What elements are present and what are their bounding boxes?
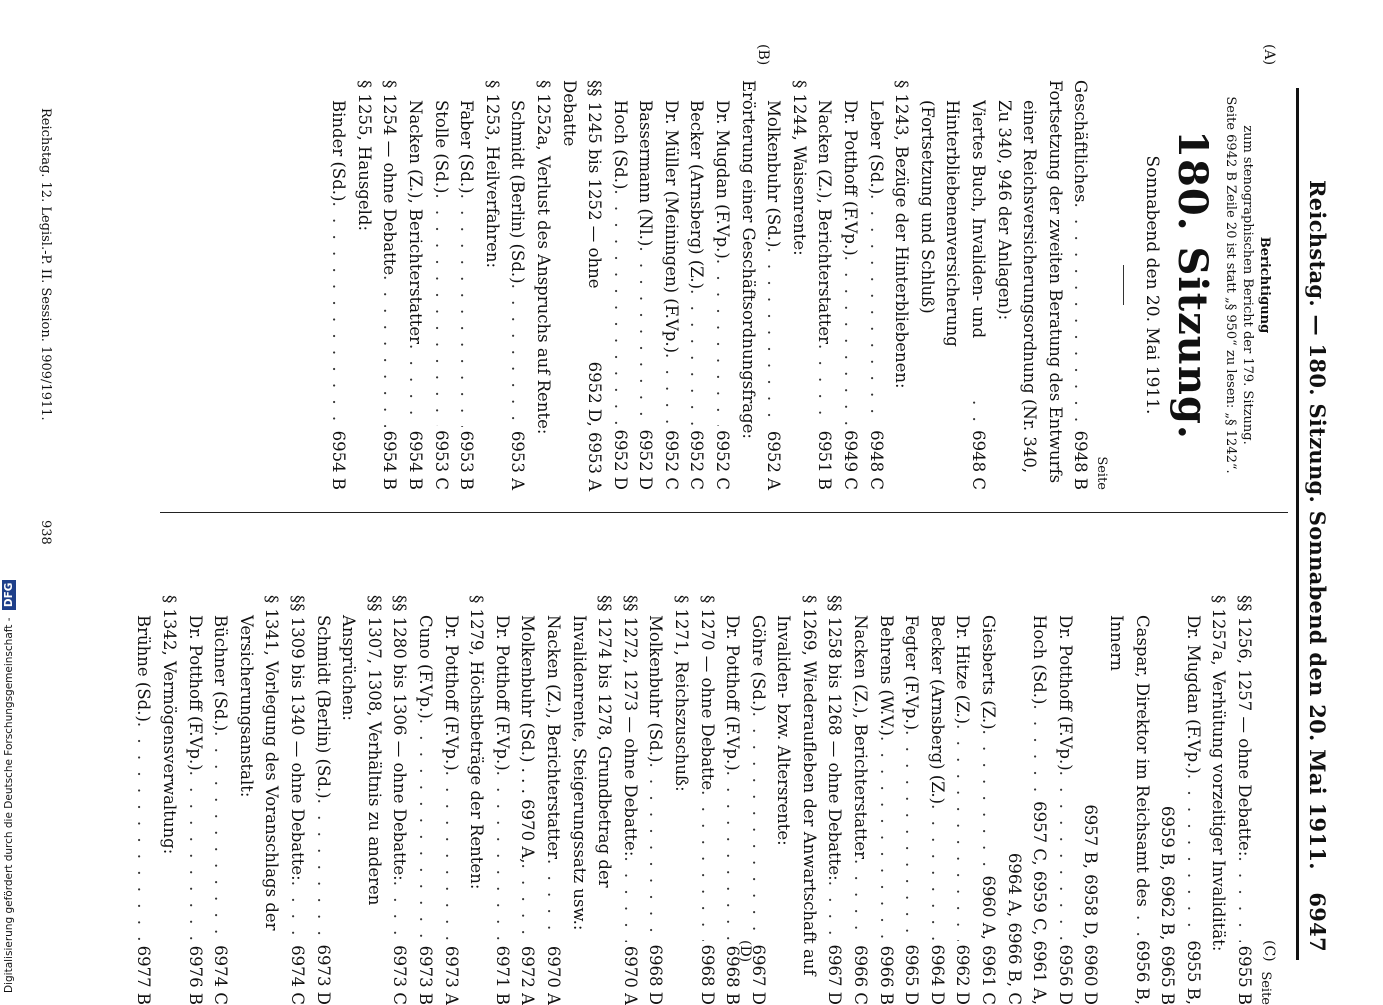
entry-page-ref: 6957 C, 6959 C, 6961 A, <box>1030 801 1050 1005</box>
leader-dots <box>745 712 771 941</box>
index-entry <box>658 80 684 490</box>
index-entry <box>914 80 991 490</box>
index-entry <box>438 595 464 1005</box>
entry-text: Dr. Hitze (Z.) <box>953 615 973 725</box>
leader-dots <box>1052 771 1078 941</box>
leader-dots <box>658 353 684 426</box>
entry-page-ref: 6960 A, 6961 C <box>979 875 999 1005</box>
session-date: Sonnabend den 20. Mai 1911. <box>1142 155 1162 415</box>
entry-page-ref: 6948 B <box>1071 430 1091 490</box>
entry-text: Hoch (Sd.) <box>610 100 630 190</box>
entry-page-ref: 6952 D <box>636 429 656 490</box>
entry-text: Molkenbuhr (Sd.) . . . 6970 A, <box>518 615 538 864</box>
index-entry <box>761 80 787 490</box>
seite-label-right: Seite <box>1258 971 1273 1005</box>
leader-dots <box>326 201 352 426</box>
entry-text: Cuno (F.Vp.) <box>416 615 435 719</box>
entry-page-ref: 6959 B, 6962 B, 6965 B <box>1158 805 1178 1005</box>
index-entry <box>540 595 566 1005</box>
leader-dots <box>182 771 208 942</box>
entry-text: Giesberts (Z.) <box>979 615 999 730</box>
footer-session-info: Reichstag. 12. Legisl.-P. II. Session. 1909/1911. <box>38 108 53 421</box>
entry-page-ref: 6972 A <box>518 945 538 1005</box>
entry-page-ref: 6973 A <box>441 945 461 1005</box>
left-entries <box>326 80 1094 490</box>
entry-text: §§ 1272, 1273 — ohne Debatte: <box>620 595 640 857</box>
index-entry: § 1243, Bezüge der Hinterbliebenen: <box>892 80 912 389</box>
leader-dots <box>812 344 838 427</box>
index-entry <box>950 595 976 1005</box>
index-entry <box>1155 595 1181 1005</box>
dfg-side-note <box>2 582 16 993</box>
entry-text: Schmidt (Berlin) (Sd.) <box>508 100 528 284</box>
entry-text: Dr. Potthoff (F.Vp.) <box>492 615 512 771</box>
entry-page-ref: 6968 D <box>646 944 666 1005</box>
index-entry: Erörterung einer Geschäftsordnungsfrage: <box>738 80 758 439</box>
entry-text: Dr. Müller (Meiningen) (F.Vp.) <box>661 100 681 354</box>
index-entry: § 1244, Waisenrente: <box>789 80 809 256</box>
leader-dots <box>387 881 413 941</box>
entry-text: Nacken (Z.), Berichterstatter <box>851 615 871 859</box>
entry-text: Göhre (Sd.) <box>748 615 768 712</box>
index-entry <box>428 80 454 490</box>
page-header-title: Reichstag. — 180. Sitzung. Sonnabend den 20. Mai 1911. <box>1305 180 1330 870</box>
index-entry <box>863 80 889 490</box>
entry-text: § 1270 — ohne Debatte <box>697 595 717 791</box>
right-entries <box>131 595 1257 1005</box>
index-entry: § 1279, Höchstbeträge der Renten: <box>467 595 487 890</box>
index-entry <box>387 595 413 1005</box>
leader-dots <box>454 194 480 427</box>
index-entry: § 1271, Reichszuschuß: <box>671 595 691 792</box>
entry-page-ref: 6951 B <box>815 430 835 490</box>
entry-page-ref: 6971 B <box>492 945 512 1005</box>
entry-page-ref: 6974 C <box>211 945 231 1005</box>
entry-page-ref: 6952 A <box>764 430 784 490</box>
index-entry: § 1341, Vorlegung des Voranschlags der Versicherungsanstalt: <box>236 595 282 931</box>
index-entry <box>617 595 643 1005</box>
index-entry <box>505 80 531 490</box>
leader-dots <box>540 859 566 942</box>
entry-text: Dr. Potthoff (F.Vp.) <box>841 100 861 256</box>
index-entry <box>873 595 899 1005</box>
leader-dots <box>950 724 976 940</box>
leader-dots <box>402 344 428 427</box>
index-entry <box>720 595 746 1005</box>
index-entry <box>284 595 310 1005</box>
entry-text: §§ 1280 bis 1306 — ohne Debatte: <box>390 595 410 881</box>
leader-dots <box>1180 774 1206 937</box>
leader-dots <box>377 275 403 427</box>
leader-dots <box>822 881 848 941</box>
entry-text: Leber (Sd.) <box>866 100 886 195</box>
index-entry <box>556 80 607 490</box>
entry-page-ref: 6962 D <box>953 944 973 1005</box>
entry-text: Molkenbuhr (Sd.) <box>646 615 666 763</box>
index-entry <box>310 595 336 1005</box>
entry-text: Dr. Potthoff (F.Vp.) <box>1055 615 1075 771</box>
leader-dots <box>873 736 899 942</box>
index-entry <box>1180 595 1206 1005</box>
index-entry <box>684 80 710 490</box>
entry-text: §§ 1309 bis 1340 — ohne Debatte: <box>288 595 308 881</box>
entry-page-ref: 6948 C <box>866 430 886 490</box>
entry-page-ref: 6948 C <box>969 430 989 490</box>
entry-page-ref: 6953 C <box>431 430 451 490</box>
index-entry: §§ 1274 bis 1278, Grundbetrag der Invalidenrente, Steigerungssatz usw.: <box>569 595 615 931</box>
entry-page-ref: 6966 B <box>876 945 896 1005</box>
index-entry <box>326 80 352 490</box>
entry-text: Nacken (Z.), Berichterstatter <box>543 615 563 859</box>
index-entry <box>454 80 480 490</box>
entry-text: Faber (Sd.) <box>457 100 477 194</box>
index-entry: § 1252a, Verlust des Anspruchs auf Rente: <box>533 80 553 435</box>
entry-page-ref: 6973 B <box>416 945 435 1005</box>
entry-text: Geschäftliches <box>1071 80 1091 203</box>
entry-text: Molkenbuhr (Sd.) <box>764 100 784 248</box>
index-entry <box>131 595 157 1005</box>
index-entry <box>745 595 771 1005</box>
margin-marker-a: (A) <box>1261 44 1277 66</box>
entry-page-ref: 6973 D <box>313 944 333 1005</box>
seite-label: Seite <box>1094 456 1110 490</box>
entry-text: Becker (Arnsberg) (Z.) <box>927 615 947 805</box>
index-entry: § 1257a, Verhütung vorzeitiger Invalidität: <box>1209 595 1229 952</box>
entry-page-ref: 6957 B, 6958 D, 6960 D <box>1081 804 1101 1005</box>
index-entry <box>837 80 863 490</box>
index-entry <box>812 80 838 490</box>
index-entry <box>1027 595 1053 1005</box>
entry-page-ref: 6977 B <box>134 945 154 1005</box>
entry-text: § 1254 — ohne Debatte <box>380 80 400 276</box>
margin-marker-c: (C) <box>1261 940 1277 962</box>
dfg-logo: DFG <box>2 580 16 611</box>
entry-page-ref: 6952 D, 6953 A <box>585 361 605 492</box>
session-title: 180. Sitzung. <box>1169 130 1216 440</box>
entry-text: Brühne (Sd.) <box>134 615 154 722</box>
entry-text: Becker (Arnsberg) (Z.) <box>687 100 707 290</box>
index-entry <box>1001 595 1027 1005</box>
entry-text: Fegter (F.Vp.) <box>902 615 922 731</box>
leader-dots <box>428 193 454 426</box>
index-entry: § 1269, Wiederaufleben der Anwartschaft auf Invaliden- bzw. Altersrente: <box>774 595 819 976</box>
leader-dots <box>694 790 720 940</box>
index-entry <box>633 80 659 490</box>
entry-text: Dr. Mugdan (F.Vp.) <box>713 100 733 259</box>
leader-dots <box>1027 704 1053 797</box>
entry-page-ref: 6970 A <box>620 945 640 1005</box>
entry-text: Nacken (Z.), Berichterstatter <box>815 100 835 344</box>
leader-dots <box>710 259 736 426</box>
leader-dots <box>761 247 787 426</box>
footer-sheet-number: 938 <box>38 520 53 545</box>
entry-page-ref: 6953 A <box>508 430 528 490</box>
entry-page-ref: 6970 A <box>543 945 563 1005</box>
title-rule <box>1123 265 1124 305</box>
leader-dots <box>720 771 746 942</box>
entry-page-ref: 6964 D <box>927 944 947 1005</box>
leader-dots <box>131 722 157 942</box>
entry-page-ref: 6976 B <box>185 945 205 1005</box>
entry-page-ref: 6967 D <box>825 944 845 1005</box>
entry-text: Dr. Potthoff (F.Vp.) <box>723 615 743 771</box>
leader-dots <box>438 771 464 942</box>
correction-line-2: Seite 6942 B Zeile 20 ist statt „§ 950“ zu lesen: „§ 1242“. <box>1223 96 1238 474</box>
entry-page-ref: 6952 C <box>713 430 733 490</box>
entry-page-ref: 6954 B <box>380 430 400 490</box>
index-entry <box>402 80 428 490</box>
leader-dots <box>489 771 515 942</box>
entry-page-ref: 6953 B <box>457 430 477 490</box>
entry-text: Behrens (W.V.) <box>876 615 896 736</box>
index-entry <box>515 595 541 1005</box>
index-entry: §§ 1307, 1308, Verhältnis zu anderen Ansprüchen: <box>339 595 384 906</box>
entry-text: Dr. Mugdan (F.Vp.) <box>1183 615 1203 774</box>
entry-text: §§ 1245 bis 1252 — ohne Debatte <box>559 80 605 289</box>
leader-dots <box>607 189 633 425</box>
entry-page-ref: 6967 D <box>748 944 768 1005</box>
leader-dots <box>643 762 669 940</box>
index-entry <box>1052 595 1078 1005</box>
entry-page-ref: 6965 D <box>902 944 922 1005</box>
entry-text: §§ 1256, 1257 — ohne Debatte: <box>1235 595 1254 857</box>
leader-dots <box>310 799 336 941</box>
margin-marker-d: (D) <box>737 940 753 963</box>
entry-page-ref: 6954 B <box>405 430 425 490</box>
correction-heading: Berichtigung <box>1257 236 1272 334</box>
entry-text: Caspar, Direktor im Reichsamt des Innern <box>1107 615 1152 907</box>
index-entry <box>694 595 720 1005</box>
page-number: 6947 <box>1305 892 1330 952</box>
leader-dots <box>965 400 991 426</box>
leader-dots <box>284 881 310 941</box>
column-divider <box>160 512 1288 513</box>
index-entry <box>822 595 848 1005</box>
header-rule <box>1296 88 1299 960</box>
entry-text: Viertes Buch, Invaliden- und Hinterbliebenenversicherung (Fortsetzung und Schluß) <box>917 100 989 347</box>
index-entry <box>607 80 633 490</box>
leader-dots <box>684 289 710 426</box>
index-entry <box>1103 595 1154 1005</box>
entry-page-ref: 6956 B, <box>1132 940 1152 1005</box>
entry-text: Nacken (Z.), Berichterstatter <box>405 100 425 344</box>
entry-page-ref: 6952 C <box>687 430 707 490</box>
index-entry <box>489 595 515 1005</box>
index-entry <box>182 595 208 1005</box>
right-column <box>131 595 1273 1005</box>
index-entry <box>710 80 736 490</box>
index-entry <box>1068 80 1094 490</box>
entry-page-ref: 6954 B <box>329 430 349 490</box>
leader-dots <box>633 246 659 425</box>
leader-dots <box>1231 856 1257 941</box>
index-entry <box>643 595 669 1005</box>
leader-dots <box>412 719 438 942</box>
dfg-note-text: Digitalisierung gefördert durch die Deutsche Forschungsgemeinschaft - <box>3 617 15 993</box>
entry-page-ref: 6949 C <box>841 430 861 490</box>
index-entry <box>924 595 950 1005</box>
entry-page-ref: 6968 D <box>697 944 717 1005</box>
index-entry: § 1342, Vermögensverwaltung: <box>160 595 180 855</box>
leader-dots <box>975 730 1001 872</box>
entry-page-ref: 6964 A, 6966 B, C <box>1004 852 1024 1005</box>
leader-dots <box>837 256 863 426</box>
index-entry: § 1255, Hausgeld: <box>354 80 374 232</box>
leader-dots <box>899 730 925 940</box>
leader-dots <box>515 864 541 942</box>
index-entry <box>377 80 403 490</box>
index-entry <box>899 595 925 1005</box>
entry-text: Stolle (Sd.) <box>431 100 451 194</box>
entry-page-ref: 6952 C <box>661 430 681 490</box>
entry-text: Dr. Potthoff (F.Vp.) <box>185 615 205 771</box>
entry-page-ref: 6968 B <box>723 945 743 1005</box>
entry-page-ref: 6973 C <box>390 945 410 1005</box>
leader-dots <box>1068 203 1094 427</box>
index-entry: Fortsetzung der zweiten Beratung des Entwurfs einer Reichsversicherungsordnung (Nr. 340, Zu 340, 946 der Anlagen): <box>994 80 1065 484</box>
leader-dots <box>1129 915 1155 936</box>
entry-text: Bassermann (Nl.) <box>636 100 656 247</box>
left-column <box>326 80 1273 490</box>
index-entry <box>1231 595 1257 1005</box>
index-entry <box>412 595 438 1005</box>
correction-line-1: zum stenographischen Bericht der 179. Sitzung. <box>1240 125 1255 445</box>
margin-marker-b: (B) <box>755 44 771 66</box>
index-entry <box>975 595 1001 1005</box>
entry-text: Büchner (Sd.) <box>211 615 231 732</box>
entry-page-ref: 6955 B, <box>1183 940 1203 1005</box>
entry-page-ref: 6952 D <box>610 429 630 490</box>
leader-dots <box>924 804 950 940</box>
leader-dots <box>505 284 531 427</box>
leader-dots <box>863 194 889 426</box>
index-entry: § 1253, Heilverfahren: <box>482 80 502 269</box>
entry-page-ref: 6955 B <box>1235 945 1254 1005</box>
entry-page-ref: 6956 D <box>1055 944 1075 1005</box>
entry-page-ref: 6966 C <box>851 945 871 1005</box>
leader-dots <box>208 731 234 941</box>
entry-text: Hoch (Sd.) <box>1030 615 1050 705</box>
leader-dots <box>617 856 643 941</box>
entry-text: Dr. Potthoff (F.Vp.) <box>441 615 461 771</box>
entry-text: Schmidt (Berlin) (Sd.) <box>313 615 333 799</box>
index-entry <box>848 595 874 1005</box>
index-entry <box>1078 595 1104 1005</box>
entry-text: Binder (Sd.) <box>329 100 349 202</box>
entry-text: §§ 1258 bis 1268 — ohne Debatte: <box>825 595 845 881</box>
entry-page-ref: 6974 C <box>288 945 308 1005</box>
index-entry <box>208 595 234 1005</box>
leader-dots <box>848 859 874 941</box>
